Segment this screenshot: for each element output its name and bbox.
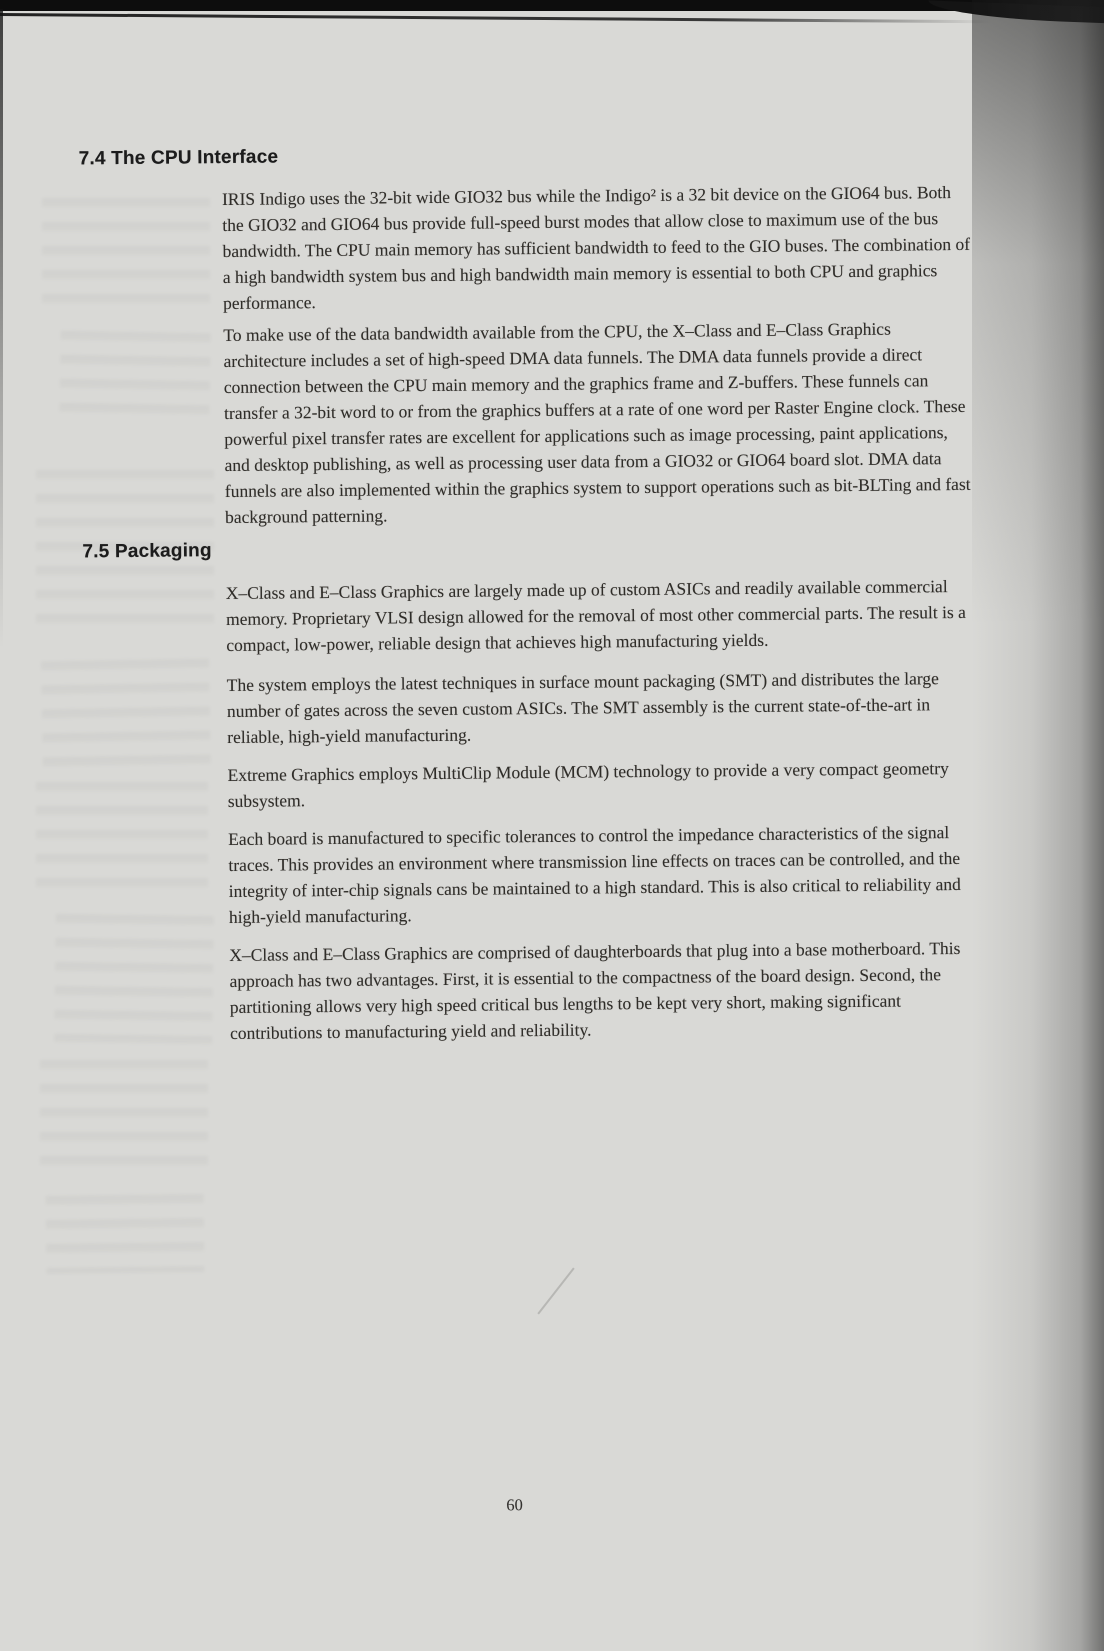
paragraph-cpu-interface-1: IRIS Indigo uses the 32-bit wide GIO32 bus while the Indigo² is a 32 bit device on the GIO64 bus. Both the GIO32 and GIO64 bus provide full-speed burst modes that allow close to maximum use of the bus bandwidth. The CPU main memory has sufficient bandwidth to feed to the GIO buses. The combination of a high bandwidth system bus and high bandwidth main memory is essential to both CPU and graphics performance. [221,182,971,314]
section-heading-7-4: 7.4 The CPU Interface [78,146,279,170]
paragraph-packaging-5: X–Class and E–Class Graphics are comprised of daughterboards that plug into a base motherboard. This approach has two advantages. First, it is essential to the compactness of the board design. Second, the partitioning allows very high speed critical bus lengths to be kept very short, making significant contributions to manufacturing yield and reliability. [229,937,961,1043]
section-heading-7-5: 7.5 Packaging [82,540,212,563]
paragraph-packaging-2: The system employs the latest techniques in surface mount packaging (SMT) and distributes the large number of gates across the seven custom ASICs. The SMT assembly is the current state-of-the-art in reliable, high-yield manufacturing. [226,668,939,748]
page-number: 60 [506,1495,523,1515]
paragraph-packaging-3: Extreme Graphics employs MultiClip Module (MCM) technology to provide a very compact geometry subsystem. [227,758,949,812]
paragraph-packaging-4: Each board is manufactured to specific tolerances to control the impedance characteristics of the signal traces. This provides an environment where transmission line effects on traces can be controlled, and the integrity of inter-chip signals cans be maintained to a high standard. This is also critical to reliability and high-yield manufacturing. [228,822,961,927]
paragraph-packaging-1: X–Class and E–Class Graphics are largely made up of custom ASICs and readily available commercial memory. Proprietary VLSI design allowed for the removal of most other commercial parts. The result is a compact, low-power, reliable design that achieves high manufacturing yields. [225,576,966,656]
paragraph-cpu-interface-2: To make use of the data bandwidth available from the CPU, the X–Class and E–Class Graphics architecture includes a set of high-speed DMA data funnels. The DMA data funnels provide a direct connection between the CPU main memory and the graphics frame and Z-buffers. These funnels can transfer a 32-bit word to or from the graphics buffers at a rate of one word per Raster Engine clock. These powerful pixel transfer rates are excellent for applications such as image processing, paint applications, and desktop publishing, as well as processing user data from a GIO32 or GIO64 board slot. DMA data funnels are also implemented within the graphics system to support operations such as bit-BLTing and fast background patterning. [223,318,971,528]
